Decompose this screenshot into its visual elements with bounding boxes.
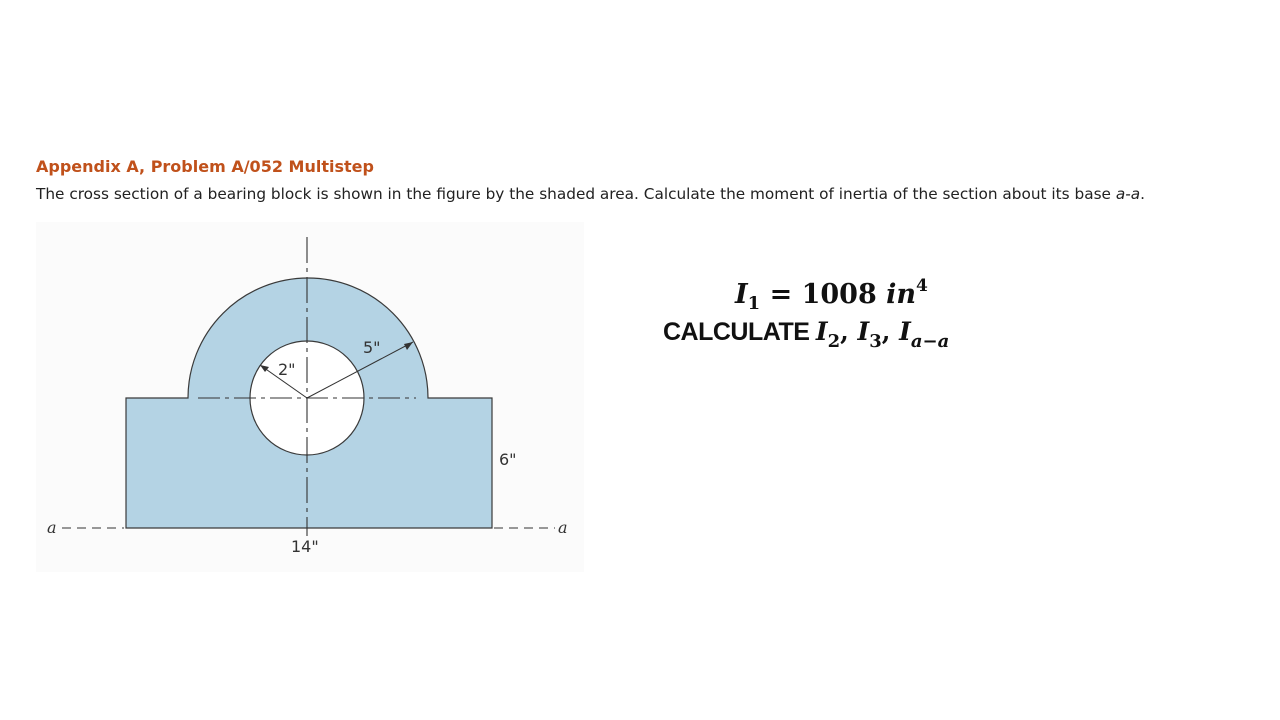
calculate-targets (815, 317, 950, 352)
i2-subscript: 2 (827, 331, 841, 352)
width-label: 14" (291, 537, 319, 556)
outer-radius-label: 5" (363, 338, 381, 357)
i3-subscript: 3 (869, 331, 882, 352)
inertia-symbol: I (735, 279, 748, 310)
bearing-block-figure (36, 222, 584, 572)
inertia-value: = 1008 (760, 279, 887, 310)
separator-1: , (840, 317, 858, 346)
calculate-word: CALCULATE (663, 318, 816, 346)
bearing-block-diagram (36, 222, 584, 572)
hole-radius-label: 2" (278, 360, 296, 379)
given-inertia-equation (735, 276, 928, 314)
inertia-unit-power: 4 (916, 276, 928, 296)
i3-symbol: I (857, 317, 870, 346)
inertia-subscript: 1 (747, 293, 761, 314)
i2-symbol: I (815, 317, 828, 346)
inertia-unit: in (886, 279, 917, 310)
iaa-subscript: a−a (910, 331, 950, 352)
problem-statement (36, 185, 1145, 203)
problem-text-end: . (1140, 185, 1145, 203)
height-label: 6" (499, 450, 517, 469)
iaa-symbol: I (899, 317, 911, 346)
problem-text-main: The cross section of a bearing block is shown in the figure by the shaded area. Calculate the moment of inertia of the section about its base (36, 185, 1116, 203)
problem-title: Appendix A, Problem A/052 Multistep (36, 157, 374, 176)
separator-2: , (881, 317, 900, 346)
problem-axis-label: a-a (1115, 185, 1141, 203)
calculate-instruction (663, 317, 949, 352)
axis-label-left: a (47, 518, 57, 537)
axis-label-right: a (558, 518, 568, 537)
